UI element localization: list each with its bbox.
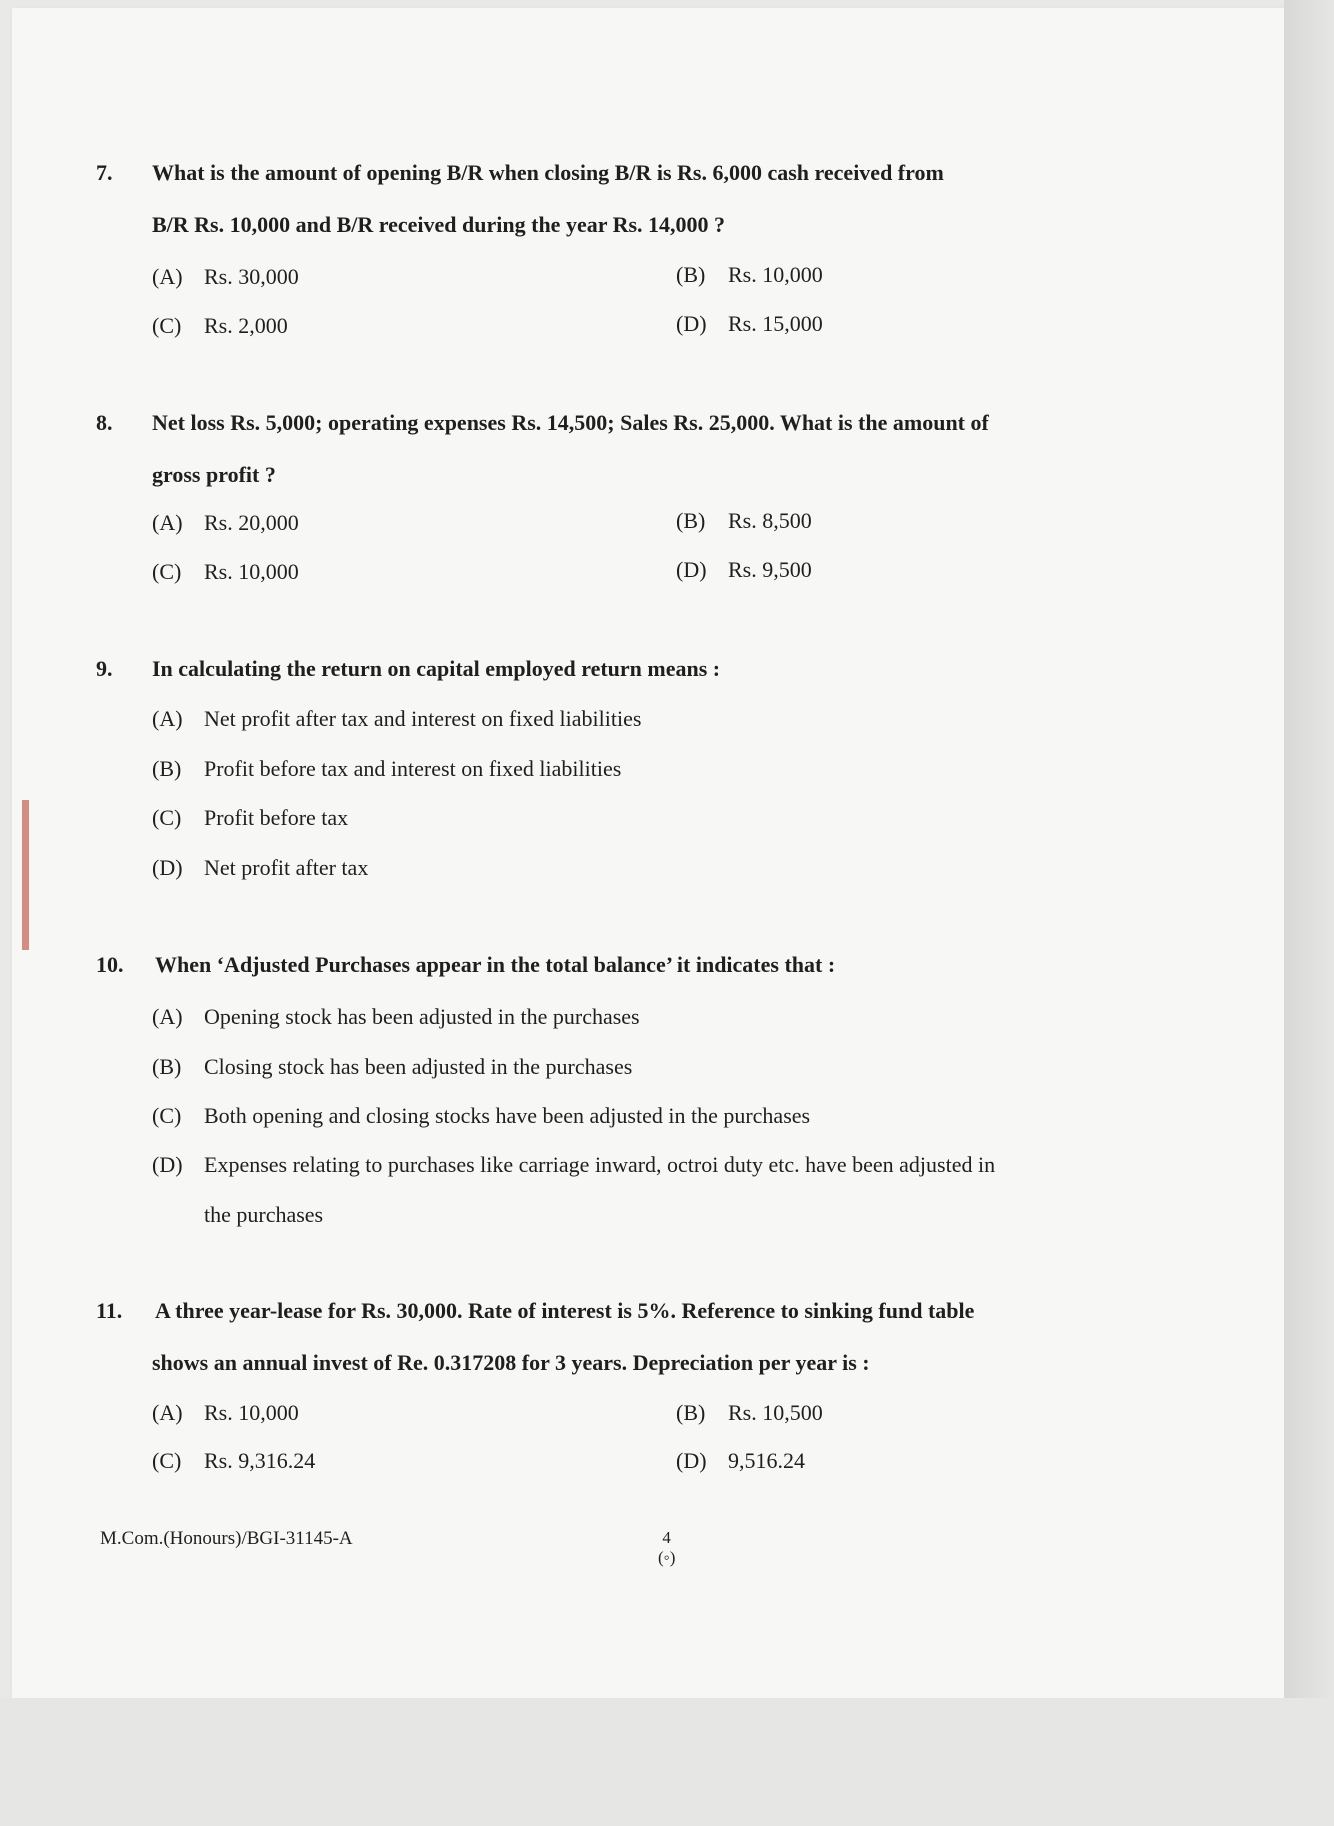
- option-b: (B) Rs. 8,500: [676, 508, 812, 533]
- option-d: (D) Rs. 15,000: [676, 311, 823, 336]
- question-number: 9.: [96, 656, 113, 681]
- scanner-edge: [1284, 0, 1334, 1826]
- scanner-bottom: [0, 1698, 1334, 1826]
- option-a: (A) Rs. 30,000: [152, 264, 299, 289]
- option-c: (C) Rs. 10,000: [152, 559, 299, 584]
- question-number: 10.: [96, 952, 124, 977]
- page-number-sub: (◦): [658, 1548, 676, 1567]
- option-b: (B) Profit before tax and interest on fixed liabilities: [152, 756, 622, 781]
- question-text-line: When ‘Adjusted Purchases appear in the total balance’ it indicates that :: [155, 952, 836, 977]
- paper-sheet: [12, 8, 1284, 1698]
- option-c: (C) Rs. 2,000: [152, 313, 288, 338]
- question-text-line: In calculating the return on capital employed return means :: [152, 656, 721, 681]
- option-b: (B) Closing stock has been adjusted in the purchases: [152, 1054, 633, 1079]
- option-a: (A) Opening stock has been adjusted in the purchases: [152, 1004, 640, 1029]
- page-number-value: 4: [662, 1528, 671, 1547]
- option-a: (A) Rs. 10,000: [152, 1400, 299, 1425]
- question-number: 8.: [96, 410, 113, 435]
- question-text-line: gross profit ?: [152, 462, 276, 487]
- option-c: (C) Rs. 9,316.24: [152, 1448, 316, 1473]
- margin-mark: [22, 800, 29, 950]
- option-d: (D) 9,516.24: [676, 1448, 805, 1473]
- question-text-line: shows an annual invest of Re. 0.317208 for 3 years. Depreciation per year is :: [152, 1350, 870, 1375]
- option-c: (C) Both opening and closing stocks have been adjusted in the purchases: [152, 1103, 811, 1128]
- question-text-line: Net loss Rs. 5,000; operating expenses Rs. 14,500; Sales Rs. 25,000. What is the amount of: [152, 410, 989, 435]
- question-text-line: B/R Rs. 10,000 and B/R received during the year Rs. 14,000 ?: [152, 212, 726, 237]
- page-number: [658, 1528, 675, 1568]
- option-d: (D) Net profit after tax: [152, 855, 369, 880]
- option-a: (A) Rs. 20,000: [152, 510, 299, 535]
- question-number: 7.: [96, 160, 113, 185]
- option-b: (B) Rs. 10,500: [676, 1400, 823, 1425]
- option-c: (C) Profit before tax: [152, 805, 349, 830]
- paper-code: M.Com.(Honours)/BGI-31145-A: [100, 1528, 353, 1549]
- question-number: 11.: [96, 1298, 123, 1323]
- question-text-line: A three year-lease for Rs. 30,000. Rate of interest is 5%. Reference to sinking fund table: [155, 1298, 975, 1323]
- option-d: (D) Rs. 9,500: [676, 557, 812, 582]
- question-text-line: What is the amount of opening B/R when closing B/R is Rs. 6,000 cash received from: [152, 160, 944, 185]
- option-a: (A) Net profit after tax and interest on fixed liabilities: [152, 706, 642, 731]
- option-d: (D) Expenses relating to purchases like carriage inward, octroi duty etc. have been adjusted in: [152, 1152, 996, 1177]
- option-b: (B) Rs. 10,000: [676, 262, 823, 287]
- option-d-continuation: the purchases: [204, 1202, 324, 1227]
